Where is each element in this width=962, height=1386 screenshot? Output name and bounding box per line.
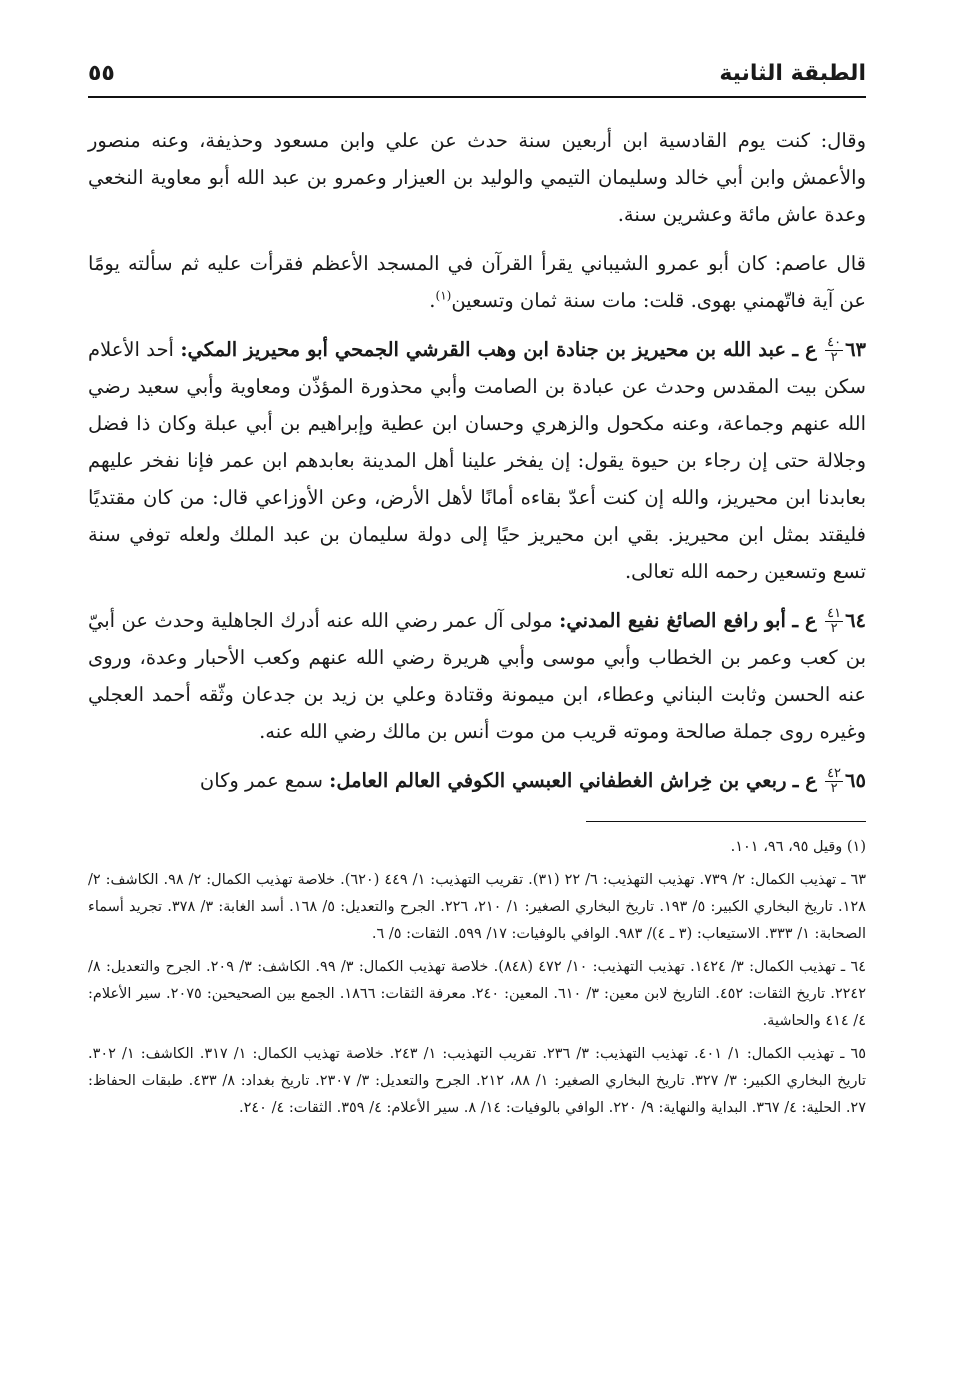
paragraph: وقال: كنت يوم القادسية ابن أربعين سنة حدث عن علي وابن مسعود وحذيفة، وعنه منصور والأعمش وابن أبي خالد وسليمان التيمي والوليد بن العيزار وعمرو بن عبد الله أبو معاوية النخعي وعدة عاش مائة وعشرين سنة. [88, 129, 866, 226]
footnote-ref: (١) [435, 288, 452, 303]
fraction-bottom: ٢ [830, 350, 838, 365]
entry-name: ربعي بن خِراش الغطفاني العبسي الكوفي العالم العامل: [329, 769, 787, 792]
page-header [88, 50, 866, 98]
book-page [88, 50, 866, 1350]
biography-entry [88, 331, 866, 590]
page-number: ٥٥ [88, 60, 115, 86]
footnote: ٦٥ ـ تهذيب الكمال: ١/ ٤٠١. تهذيب التهذيب: ٣/ ٢٣٦. تقريب التهذيب: ١/ ٢٤٣. خلاصة تهذيب الكمال: ١/ ٣١٧. الكاشف: ١/ ٣٠٢. تاريخ البخاري الكبير: ٣/ ٣٢٧. تاريخ البخاري الصغير: ١/ ٨٨، ٢١٢. الجرح والتعديل: ٣/ ٢٣٠٧. تاريخ بغداد: ٨/ ٤٣٣. طبقات الحفاظ: ٢٧. الحلية: ٤/ ٣٦٧. البداية والنهاية: ٩/ ٢٢٠. الوافي بالوفيات: ١٤/ ٨. سير الأعلام: ٤/ ٣٥٩. الثقات: ٤/ ٢٤٠. [88, 1046, 867, 1116]
entry-name: أبو رافع الصائغ نفيع المدني: [559, 609, 786, 632]
fraction-bottom: ٢ [830, 781, 838, 796]
entry-prefix: ع ـ [792, 338, 817, 361]
entry-number: ٦٣ [845, 338, 867, 361]
entry-text: أحد الأعلام سكن بيت المقدس وحدث عن عبادة بن الصامت وأبي محذورة المؤذّن ومعاوية وأبي سعيد رضي الله عنهم وجماعة، وعنه مكحول والزهري وحسان ابن عطية وإبراهيم بن أبي عبلة وكان ذا فضل وجلالة حتى إن رجاء بن حيوة يقول: إن يفخر علينا أهل المدينة بعابدهم ابن عمر فإنا نفخر عليهم بعابدنا ابن محيريز، والله إن كنت أعدّ بقاءه أمانًا لأهل الأرض، وعن الأوزاعي قال: من كان مقتديًا فليقتد بمثل ابن محيريز. بقي ابن محيريز حيًا إلى دولة سليمان بن عبد الملك ولعله توفي سنة تسع وتسعين رحمه الله تعالى. [88, 338, 866, 583]
entry-prefix: ع ـ [792, 609, 817, 632]
entry-fraction [825, 767, 843, 796]
fraction-top: ٤١ [827, 606, 842, 621]
entry-number: ٦٤ [845, 609, 867, 632]
entry-text: مولى آل عمر رضي الله عنه أدرك الجاهلية وحدث عن أبيّ بن كعب وعمر بن الخطاب وأبي موسى وأبي هريرة رضي الله عنهم وكعب الأحبار وعدة، وروى عنه الحسن وثابت البناني وعطاء، ابن ميمونة وقتادة وعلي بن زيد بن جدعان وثّقه أحمد العجلي وغيره روى جملة صالحة وموته قريب من موت أنس بن مالك رضي الله عنه. [88, 609, 866, 743]
entry-text: سمع عمر وكان [199, 769, 323, 792]
paragraph-text: قال عاصم: كان أبو عمرو الشيباني يقرأ القرآن في المسجد الأعظم فقرأت عليه ثم سألته يومًا عن آية فاتّهمني بهوى. قلت: مات سنة ثمان وتسعين [88, 252, 866, 312]
entry-fraction [825, 607, 843, 636]
running-title: الطبقة الثانية [719, 60, 866, 86]
paragraph [88, 245, 866, 319]
footnotes [88, 834, 866, 1122]
fraction-top: ٤٠ [827, 335, 842, 350]
fraction-bottom: ٢ [830, 621, 838, 636]
entry-fraction [825, 336, 843, 365]
footnote-divider [586, 821, 866, 822]
footnote: (١) وقيل ٩٥، ٩٦، ١٠١. [730, 839, 866, 855]
paragraph-end: . [429, 289, 436, 312]
footnote: ٦٣ ـ تهذيب الكمال: ٢/ ٧٣٩. تهذيب التهذيب: ٦/ ٢٢ (٣١). تقريب التهذيب: ١/ ٤٤٩ (٦٢٠). خلاصة تهذيب الكمال: ٢/ ٩٨. الكاشف: ٢/ ١٢٨. تاريخ البخاري الكبير: ٥/ ١٩٣. تاريخ البخاري الصغير: ١/ ٢١٠، ٢٢٦. الجرح والتعديل: ٥/ ١٦٨. أسد الغابة: ٣/ ٣٧٨. تجريد أسماء الصحابة: ١/ ٣٣٣. الاستيعاب: (٣ ـ ٤)/ ٩٨٣. الوافي بالوفيات: ١٧/ ٥٩٩. الثقات: ٥/ ٦. [88, 872, 867, 942]
biography-entry [88, 602, 866, 750]
main-text [88, 122, 866, 799]
fraction-top: ٤٢ [827, 766, 842, 781]
entry-number: ٦٥ [845, 769, 866, 792]
entry-name: عبد الله بن محيريز بن جنادة ابن وهب القرشي الجمحي أبو محيريز المكي: [180, 338, 786, 361]
biography-entry [88, 762, 866, 799]
entry-prefix: ع ـ [792, 769, 817, 792]
footnote: ٦٤ ـ تهذيب الكمال: ٣/ ١٤٢٤. تهذيب التهذيب: ١٠/ ٤٧٢ (٨٤٨). خلاصة تهذيب الكمال: ٣/ ٩٩. الكاشف: ٣/ ٢٠٩. الجرح والتعديل: ٨/ ٢٢٤٢. تاريخ الثقات: ٤٥٢. التاريخ لابن معين: ٣/ ٦١٠. المعين: ٢٤٠. معرفة الثقات: ١٨٦٦. الجمع بين الصحيحين: ٢٠٧٥. سير الأعلام: ٤/ ٤١٤ والحاشية. [88, 959, 867, 1029]
